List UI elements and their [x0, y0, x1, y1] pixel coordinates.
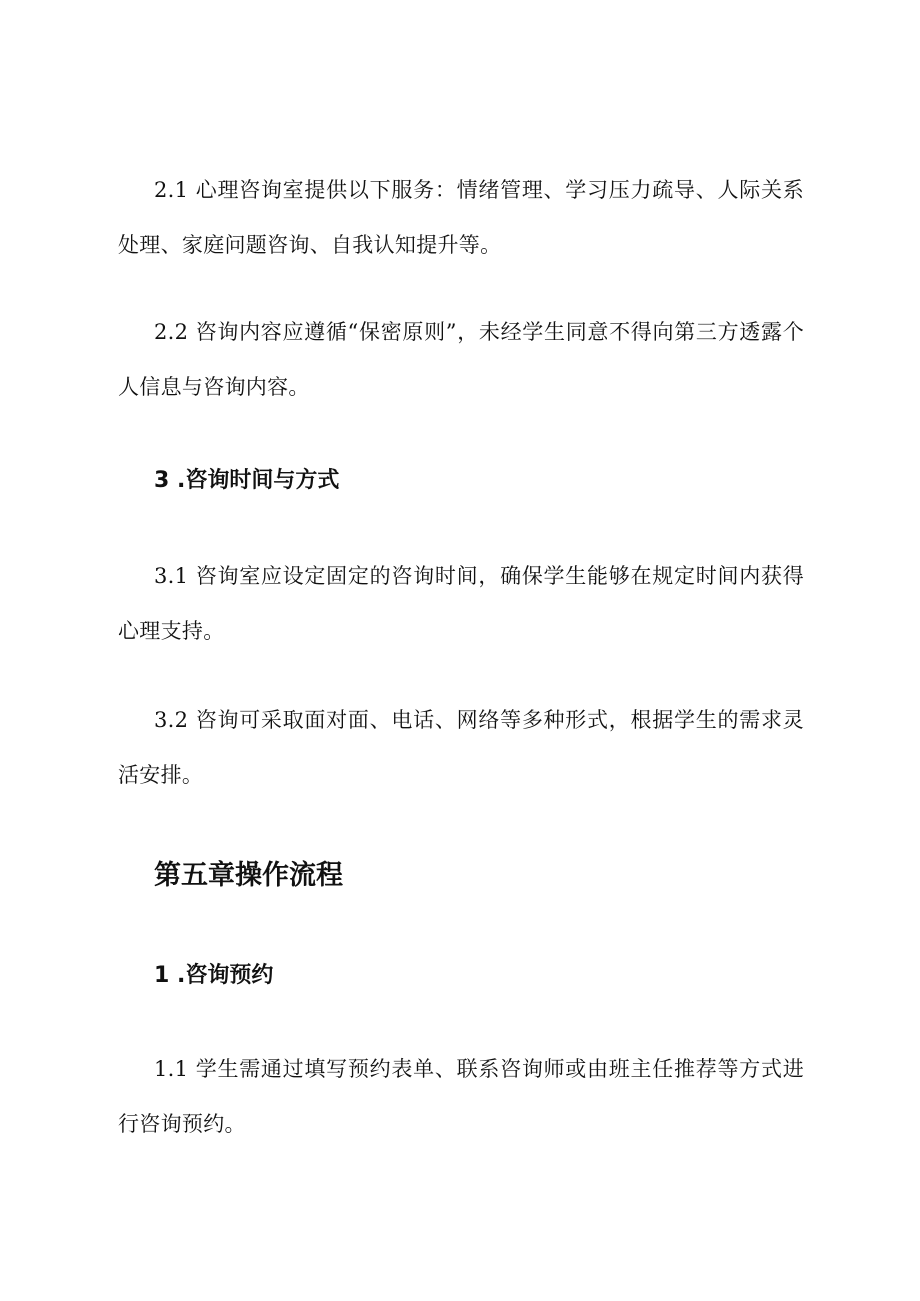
chapter-heading-5: 第五章操作流程: [154, 860, 343, 891]
section-heading-1: 1 .咨询预约: [154, 963, 274, 988]
section-heading-3: 3 .咨询时间与方式: [154, 468, 340, 493]
paragraph-3-1: 3.1 咨询室应设定固定的咨询时间，确保学生能够在规定时间内获得心理支持。: [118, 564, 804, 643]
paragraph-2-1: 2.1 心理咨询室提供以下服务：情绪管理、学习压力疏导、人际关系处理、家庭问题咨询、自我认知提升等。: [118, 178, 804, 257]
paragraph-1-1: 1.1 学生需通过填写预约表单、联系咨询师或由班主任推荐等方式进行咨询预约。: [118, 1057, 804, 1136]
paragraph-2-2: 2.2 咨询内容应遵循“保密原则”，未经学生同意不得向第三方透露个人信息与咨询内容。: [118, 320, 804, 399]
paragraph-3-2: 3.2 咨询可采取面对面、电话、网络等多种形式，根据学生的需求灵活安排。: [118, 708, 804, 787]
